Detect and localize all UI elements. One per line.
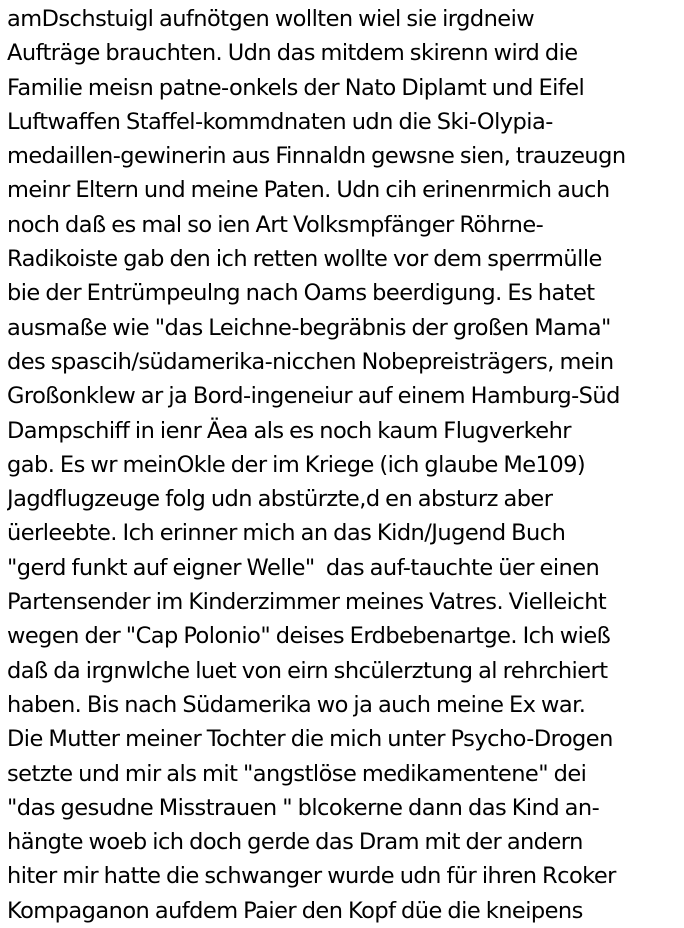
text-line: daß da irgnwlche luet von eirn shcülerztung al rehrchiert [7, 657, 608, 684]
text-line: gab. Es wr meinOkle der im Kriege (ich glaube Me109) [7, 451, 586, 478]
text-line: Dampschiff in ienr Äea als es noch kaum Flugverkehr [7, 417, 571, 444]
text-line: Luftwaffen Staffel-kommdnaten udn die Ski-Olypia- [7, 108, 553, 135]
text-line: haben. Bis nach Südamerika wo ja auch meine Ex war. [7, 691, 586, 718]
text-line: Großonklew ar ja Bord-ingeneiur auf einem Hamburg-Süd [7, 383, 620, 410]
text-line: Jagdflugzeuge folg udn abstürzte,d en absturz aber [7, 486, 553, 513]
text-line: Die Mutter meiner Tochter die mich unter Psycho-Drogen [7, 726, 613, 753]
text-line: Kompaganon aufdem Paier den Kopf düe die kneipens [7, 897, 583, 924]
text-line: hängte woeb ich doch gerde das Dram mit der andern [7, 829, 583, 856]
text-line: Radikoiste gab den ich retten wollte vor dem sperrmülle [7, 246, 602, 273]
text-line: "gerd funkt auf eigner Welle" das auf-tauchte üer einen [7, 554, 600, 581]
text-line: setzte und mir als mit "angstlöse medikamentene" dei [7, 760, 587, 787]
document-text [7, 2, 684, 928]
text-line: medaillen-gewinerin aus Finnaldn gewsne sien, trauzeugn [7, 143, 626, 170]
text-line: Aufträge brauchten. Udn das mitdem skirenn wird die [7, 40, 578, 67]
text-line: bie der Entrümpeulng nach Oams beerdigung. Es hatet [7, 280, 595, 307]
text-line: des spascih/südamerika-nicchen Nobepreisträgers, mein [7, 348, 614, 375]
text-line: üerleebte. Ich erinner mich an das Kidn/Jugend Buch [7, 520, 566, 547]
text-line: Familie meisn patne-onkels der Nato Diplamt und Eifel [7, 74, 585, 101]
text-line: Partensender im Kinderzimmer meines Vatres. Vielleicht [7, 589, 607, 616]
text-line: "das gesudne Misstrauen " blcokerne dann das Kind an- [7, 794, 600, 821]
text-line: meinr Eltern und meine Paten. Udn cih erinenrmich auch [7, 177, 610, 204]
text-line: ausmaße wie "das Leichne-begräbnis der großen Mama" [7, 314, 611, 341]
text-line: noch daß es mal so ien Art Volksmpfänger Röhrne- [7, 211, 544, 238]
text-line: amDschstuigl aufnötgen wollten wiel sie irgdneiw [7, 6, 535, 32]
text-line: wegen der "Cap Polonio" deises Erdbebenartge. Ich wieß [7, 623, 611, 650]
text-line: hiter mir hatte die schwanger wurde udn für ihren Rcoker [7, 863, 616, 890]
